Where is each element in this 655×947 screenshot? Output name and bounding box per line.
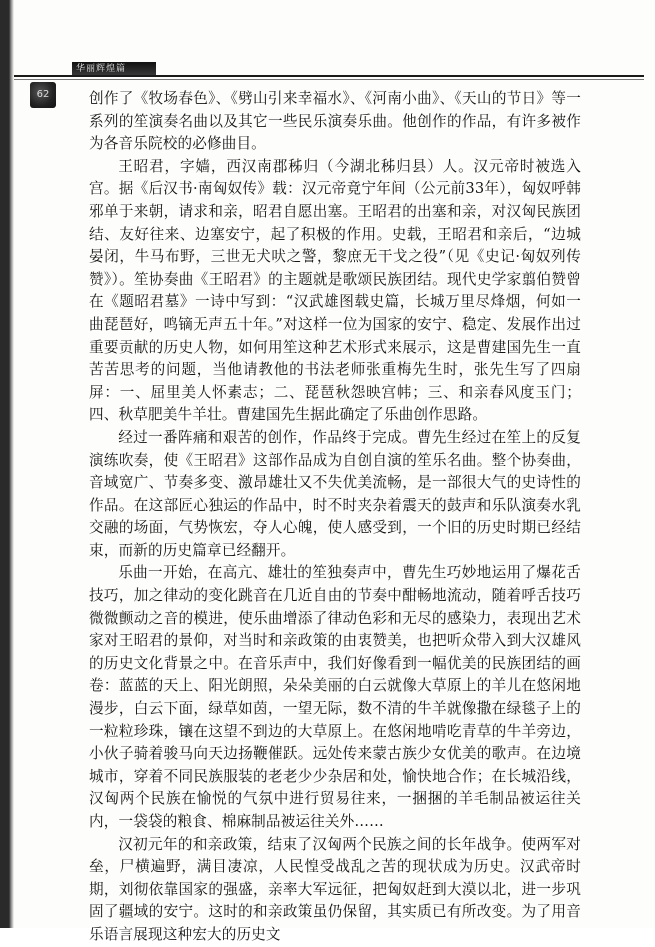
paragraph-1: 创作了《牧场春色》、《劈山引来幸福水》、《河南小曲》、《天山的节日》等一系列的笙演奏名曲以及其它一些民乐演奏乐曲。他创作的作品，有许多被作为各音乐院校的必修曲目。 (89, 90, 581, 153)
body-text (89, 88, 581, 947)
page-number: 62 (36, 89, 50, 100)
paragraph-2: 王昭君，字嫱，西汉南郡秭归（今湖北秭归县）人。汉元帝时被选入宫。据《后汉书·南匈奴传》载：汉元帝竟宁年间（公元前33年），匈奴呼韩邪单于来朝，请求和亲，昭君自愿出塞。王昭君的出塞和亲，对汉匈民族团结、友好往来、边塞安宁，起了积极的作用。史载，王昭君和亲后，“边城晏闭，牛马布野，三世无犬吠之警，黎庶无干戈之役”（见《史记·匈奴列传赞》）。笙协奏曲《王昭君》的主题就是歌颂民族团结。现代史学家翦伯赞曾在《题昭君墓》一诗中写到：“汉武雄图载史篇，长城万里尽烽烟，何如一曲琵琶好，鸣镝无声五十年。”对这样一位为国家的安宁、稳定、发展作出过重要贡献的历史人物，如何用笙这种艺术形式来展示，这是曹建国先生一直苦苦思考的问题，当他请教他的书法老师张重梅先生时，张先生写了四扇屏：一、屈里美人怀素志；二、琵琶秋怨映宫帏；三、和亲春风度玉门；四、秋草肥美牛羊壮。曹建国先生据此确定了乐曲创作思路。 (89, 157, 581, 424)
paragraph-4: 乐曲一开始，在高亢、雄壮的笙独奏声中，曹先生巧妙地运用了爆花舌技巧，加之律动的变化跳音在几近自由的节奏中酣畅地流动，随着呼舌技巧微微颤动之音的模进，使乐曲增添了律动色彩和无尽的感染力，表现出艺术家对王昭君的景仰，对当时和亲政策的由衷赞美，也把听众带入到大汉雄风的历史文化背景之中。在音乐声中，我们好像看到一幅优美的民族团结的画卷：蓝蓝的天上、阳光朗照，朵朵美丽的白云就像大草原上的羊儿在悠闲地漫步，白云下面，绿草如茵，一望无际，数不清的牛羊就像撒在绿毯子上的一粒粒珍珠，镶在这望不到边的大草原上。在悠闲地啃吃青草的牛羊旁边，小伙子骑着骏马向天边扬鞭催跃。远处传来蒙古族少女优美的歌声。在边境城市，穿着不同民族服装的老老少少杂居和处，愉快地合作；在长城沿线，汉匈两个民族在愉悦的气氛中进行贸易往来，一捆捆的羊毛制品被运往关内，一袋袋的粮食、棉麻制品被运往关外…… (89, 564, 581, 830)
header-rule-thin (14, 79, 644, 80)
paragraph-5: 汉初元年的和亲政策，结束了汉匈两个民族之间的长年战争。使两军对垒，尸横遍野，满目凄凉，人民惶受战乱之苦的现状成为历史。汉武帝时期，刘彻依靠国家的强盛，亲率大军远征，把匈奴赶到大漠以北，进一步巩固了疆域的安宁。这时的和亲政策虽仍保留，其实质已有所改变。为了用音乐语言展现这种宏大的历史文 (89, 835, 581, 943)
page-spine-shadow (0, 0, 14, 928)
section-header-tab: 华丽辉煌篇 (72, 62, 156, 76)
page-number-badge (30, 82, 56, 108)
header-rule (14, 75, 644, 77)
paragraph-3: 经过一番阵痛和艰苦的创作，作品终于完成。曹先生经过在笙上的反复演练吹奏，使《王昭君》这部作品成为自创自演的笙乐名曲。整个协奏曲，音域宽广、节奏多变、激昂雄壮又不失优美流畅，是一部很大气的史诗性的作品。在这部匠心独运的作品中，时不时夹杂着震天的鼓声和乐队演奏水乳交融的场面，气势恢宏，夺人心魄，使人感受到，一个旧的历史时期已经结束，而新的历史篇章已经翻开。 (89, 428, 581, 559)
